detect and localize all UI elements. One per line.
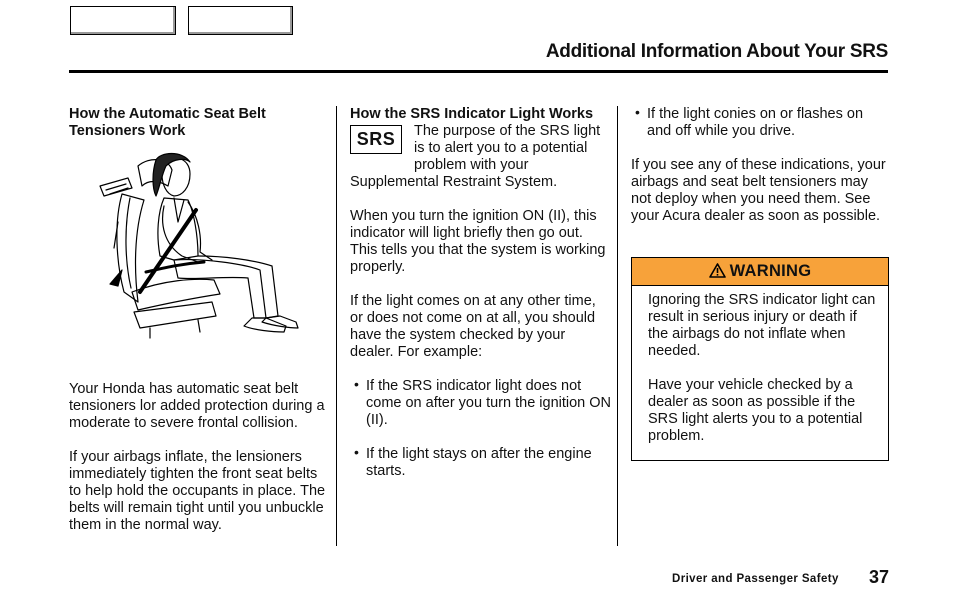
indicator-paragraph-3: If the light comes on at any other time, or does not come on at all, you should have the system checked by your dealer. For example: xyxy=(350,293,596,360)
warning-paragraph-1: Ignoring the SRS indicator light can result in serious injury or death if the airbags do not inflate when needed. xyxy=(648,292,876,359)
seated-occupant-illustration xyxy=(94,152,304,344)
bullet-icon: • xyxy=(635,104,640,120)
page-number: 37 xyxy=(869,567,890,587)
tensioner-paragraph-1: Your Honda has automatic seat belt tensioners lor added protection during a moderate to severe frontal collision. xyxy=(69,381,325,431)
srs-indicator-icon: SRS xyxy=(350,125,402,154)
list-item-text: If the light conies on or flashes on and off while you drive. xyxy=(647,106,864,139)
warning-body xyxy=(632,286,888,445)
list-item-text: If the SRS indicator light does not come on after you turn the ignition ON (II). xyxy=(366,378,612,428)
title-divider xyxy=(69,70,888,73)
list-item-text: If the light stays on after the engine starts. xyxy=(366,446,592,479)
list-item xyxy=(350,446,612,480)
tensioner-heading: How the Automatic Seat Belt Tensioners Work xyxy=(69,106,266,139)
next-page-button[interactable] xyxy=(188,6,293,35)
warning-box xyxy=(631,257,889,461)
warning-title: WARNING xyxy=(729,262,812,280)
previous-page-button[interactable] xyxy=(70,6,176,35)
list-item xyxy=(631,106,889,140)
page-title: Additional Information About Your SRS xyxy=(545,41,888,62)
column-divider-left xyxy=(336,106,337,546)
indicator-heading: How the SRS Indicator Light Works xyxy=(350,106,594,122)
column-divider-right xyxy=(617,106,618,546)
warning-triangle-icon xyxy=(709,263,726,278)
bullet-icon: • xyxy=(354,376,359,392)
warning-paragraph-2: Have your vehicle checked by a dealer as soon as possible if the SRS light alerts you to a potential problem. xyxy=(648,377,863,444)
indicator-paragraph-1: The purpose of the SRS light is to alert you to a potential problem with your Supplemental Restraint System. xyxy=(350,123,601,190)
section-footer: Driver and Passenger Safety xyxy=(672,573,839,585)
indications-column xyxy=(631,106,889,225)
list-item xyxy=(350,378,612,429)
tensioner-paragraph-2: If your airbags inflate, the lensioners immediately tighten the front seat belts to help hold the occupants in place. The belts will remain tight until you unbuckle them in the normal way. xyxy=(69,449,326,533)
bullet-icon: • xyxy=(354,444,359,460)
indicator-column xyxy=(350,106,612,480)
warning-header xyxy=(632,258,888,286)
indications-paragraph: If you see any of these indications, your airbags and seat belt tensioners may not deploy when you need them. See your Acura dealer as soon as possible. xyxy=(631,157,886,224)
indicator-paragraph-2: When you turn the ignition ON (II), this indicator will light briefly then go out. This tells you that the system is working properly. xyxy=(350,208,606,275)
